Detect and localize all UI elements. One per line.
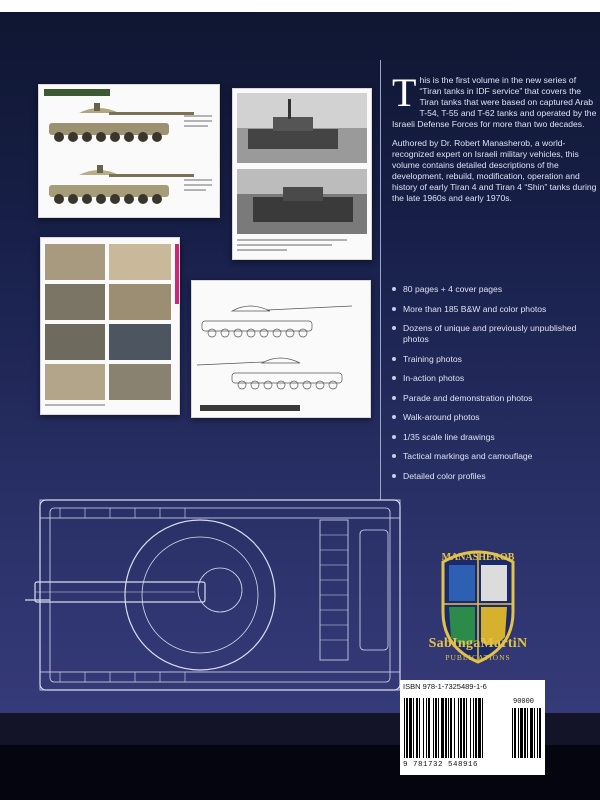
crest-text: MANASHEROB	[441, 552, 515, 563]
tank-blueprint-top-view	[25, 490, 415, 700]
bullet-icon	[392, 357, 396, 361]
feature-item: Tactical markings and camouflage	[392, 451, 597, 462]
isbn-text: ISBN 978-1-7325489-1-6	[403, 682, 487, 691]
tank-profile-illustration	[39, 85, 219, 217]
feature-item: Training photos	[392, 354, 597, 365]
intro-text: his is the first volume in the new series of “Tiran tanks in IDF service” that covers the Tiran tanks that were based on captured Arab T-54, T-55 and T-62 tanks and operated by the Israeli Defense Forces for more than two decades.	[392, 75, 597, 129]
sample-page-walk-around	[40, 237, 180, 415]
feature-item: Detailed color profiles	[392, 471, 597, 482]
feature-list	[392, 284, 597, 490]
barcode-digits: 9 781732 548916	[403, 761, 479, 769]
bullet-icon	[392, 474, 396, 478]
barcode-block	[400, 680, 545, 775]
feature-item: Walk-around photos	[392, 412, 597, 423]
bullet-icon	[392, 376, 396, 380]
bw-tank-photos	[233, 89, 371, 259]
publisher-name: SabIngaMartiN	[428, 636, 528, 651]
description-block	[392, 70, 597, 212]
bullet-icon	[392, 454, 396, 458]
dropcap-letter: T	[392, 70, 417, 115]
bullet-icon	[392, 396, 396, 400]
walk-around-photos	[41, 238, 179, 414]
top-white-strip	[0, 0, 600, 12]
sample-page-bw-photos	[232, 88, 372, 260]
line-drawing-tanks	[192, 281, 370, 417]
feature-item: 80 pages + 4 cover pages	[392, 284, 597, 295]
sample-page-color-profiles	[38, 84, 220, 218]
intro-paragraph	[392, 70, 597, 130]
bullet-icon	[392, 415, 396, 419]
author-paragraph: Authored by Dr. Robert Manasherob, a world-recognized expert on Israeli military vehicles, this volume contains detailed descriptions of the development, rebuild, modification, operation and history of early Tiran 4 and Tiran 4 “Shin” tanks during the late 1960s and early 1970s.	[392, 138, 597, 203]
price-code-text: 90000	[513, 698, 535, 706]
feature-item: Dozens of unique and previously unpublished photos	[392, 323, 597, 345]
bullet-icon	[392, 307, 396, 311]
bullet-icon	[392, 435, 396, 439]
sample-page-line-drawings	[191, 280, 371, 418]
feature-item: More than 185 B&W and color photos	[392, 304, 597, 315]
feature-item: In-action photos	[392, 373, 597, 384]
column-divider	[380, 60, 381, 500]
barcode-bars	[400, 692, 545, 762]
bullet-icon	[392, 326, 396, 330]
publisher-subtitle: PUBLICATIONS	[445, 653, 511, 662]
feature-item: 1/35 scale line drawings	[392, 432, 597, 443]
feature-item: Parade and demonstration photos	[392, 393, 597, 404]
bullet-icon	[392, 287, 396, 291]
